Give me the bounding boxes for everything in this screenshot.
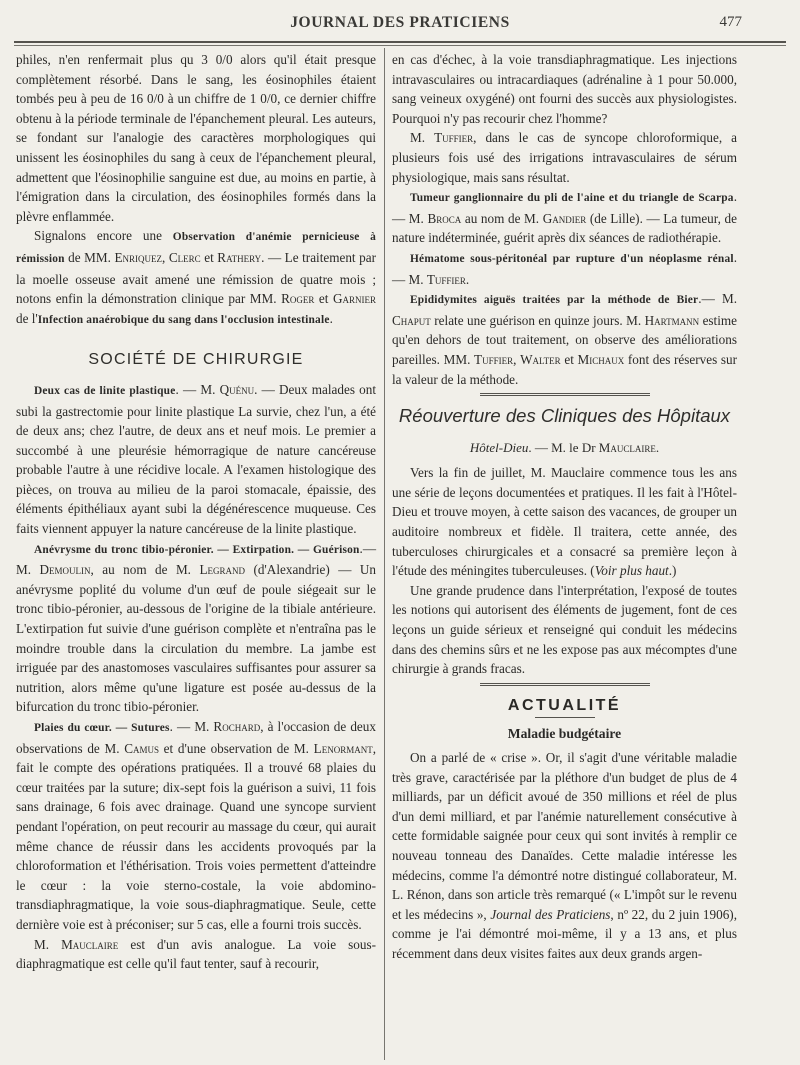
byline [392, 438, 737, 458]
author-name: Demoulin [39, 562, 91, 578]
text-run: font des réserves sur la valeur de la méthode. [392, 351, 738, 387]
text-run: M. [410, 130, 435, 146]
right-column [392, 50, 737, 964]
text-run: , fait le compte des opérations pratiquées. Il a trouvé 68 plaies du cœur traitées par la suture; dix-sept fois la guérison a suivi, 11 fois sans drainage, 6 fois avec drainage. Quand une syncope survient pendant l'opération, on peut recourir au massage du cœur, qui aurait même chance de réussir dans les accidents provoqués par la chloroformation et l'éthérisation. Trois voies permettent d'atteindre le cœur : la voie sterno-costale, la voie abdomino-transdiaphragmatique, la voie sous-diaphragmatique. Seule, cette dernière voie est à préconiser; sur 5 cas, elle a fourni trois succès. [16, 740, 376, 932]
separator-rule [480, 683, 650, 686]
author-name: Tuffier [434, 130, 474, 146]
run-in-heading: Epididymites aiguës traitées par la méthode de Bier [410, 294, 699, 307]
text-run: .—M. [16, 540, 376, 578]
text-run: , nº 22, du 2 juin 1906), comme je l'ai démontré moi-même, il y a 13 ans, et plus récemment dans deux visites faites aux deux grands argen- [392, 906, 737, 961]
plaies-coeur-paragraph [16, 717, 376, 935]
author-name: Lenormant [313, 740, 373, 756]
separator-rule [480, 393, 650, 396]
run-in-heading: Hématome sous-péritonéal par rupture d'un néoplasme rénal [410, 252, 734, 265]
author-name: Mauclaire [598, 439, 656, 455]
author-name: Garnier [332, 291, 376, 307]
author-name: Legrand [199, 562, 245, 578]
author-name: Hartmann [644, 312, 700, 328]
text-run: et [314, 291, 333, 307]
text-run: au nom de M. [461, 210, 543, 226]
actualite-title: ACTUALITÉ [507, 696, 622, 714]
text-run: et [200, 249, 218, 265]
cross-reference: Voir plus haut [594, 563, 669, 579]
text-run: estime qu'en dehors de tout traitement, on observe des améliorations pareilles. MM. [392, 312, 737, 367]
text-run: . — M. le Dr [528, 439, 599, 455]
tuffier-paragraph [392, 128, 737, 187]
anevrysme-paragraph [16, 539, 376, 717]
text-run: . — M. [392, 189, 737, 226]
run-in-heading: Plaies du cœur. — Sutures [34, 722, 170, 734]
text-run: , dans le cas de syncope chloroformique, a plusieurs fois usé des irrigations intravasculaires de sérum physiologique, mais sans résultat. [392, 130, 737, 185]
author-name: Chaput [392, 312, 431, 328]
anemia-paragraph [16, 226, 376, 330]
text-run: . [329, 310, 333, 326]
text-run: . — M. [175, 381, 220, 397]
continuation-paragraph: philes, n'en renfermait plus qu 3 0/0 alors qu'il était presque complètement résorbé. Dans le sang, les éosinophiles étaient tombés peu à peu de 16 0/0 à un chiffre de 1 0/0, ce dernier chiffre obtenu à la période terminale de l'épanchement pleural. Les auteurs, se fondant sur l'analogie des caractères morphologiques qui unissent les éosinophiles du sang à ceux de l'épanchement pleural, admettent que l'éosinophilie sanguine est due, au moins en partie, à l'émigration dans la circulation, des éosinophiles formés dans la plèvre enflammée. [16, 52, 376, 224]
clinics-paragraph-2: Une grande prudence dans l'interprétation, l'exposé de toutes les notions qui autorisent des éléments de jugement, font de ces leçons un guide sérieux et renseigné qui conduit les médecins dans des chemins sûrs et ne les expose pas aux mécomptes d'une chirurgie à grands fracas. [392, 582, 737, 677]
text-run: . — M. [169, 719, 214, 734]
text-run: relate une guérison en quinze jours. M. [430, 312, 645, 328]
text-run: Signalons encore une [34, 228, 173, 244]
author-name: Walter [520, 351, 561, 367]
text-run: . [465, 271, 470, 287]
left-column [16, 50, 376, 974]
author-name: Broca [427, 210, 462, 226]
text-run: .) [668, 563, 677, 579]
text-run: On a parlé de « crise ». Or, il s'agit d'une véritable maladie très grave, caractérisée par la pléthore d'un budget de plus de 4 milliards, par un déficit avoué de 350 millions et réel de plus d'un demi milliard, et par l'anémie naturellement consécutive à cette formidable saignée pour ceux qui sont invités à remplir ce nouveau tonneau des Danaïdes. Cette maladie intéresse les médecins, comme l'a démontré notre distingué collaborateur, M. L. Rénon, dans son article très remarqué (« L'impôt sur le revenu et les médecins », [392, 750, 737, 922]
text-run: est d'un avis analogue. La voie sous-diaphragmatique est celle qu'il faut tenter, sauf à recourir, [16, 936, 377, 972]
text-run: . — M. [392, 249, 737, 287]
mauclaire-paragraph [16, 935, 376, 974]
author-name: Gandier [542, 210, 587, 226]
run-in-heading: Tumeur ganglionnaire du pli de l'aine et du triangle de Scarpa [410, 192, 734, 205]
author-name: Enriquez [114, 249, 163, 265]
author-name: Clerc [168, 249, 201, 265]
epididymites-paragraph [392, 289, 737, 389]
text-run: (de Lille). — La tumeur, de nature indéterminée, guérit après dix séances de radiothérapie. [392, 210, 737, 246]
hematome-paragraph [392, 248, 737, 289]
journal-reference: Journal des Praticiens [490, 906, 611, 922]
text-run: Vers la fin de juillet, M. Mauclaire commence tous les ans une série de leçons documentées et pratiques. Il les fait à l'Hôtel-Dieu et trouve moyen, à cette saison des vacances, de grouper un auditoire nombreux et fidèle. Il traitera, cette année, des tuberculoses chirurgicales et a consacré sa première leçon à l'étude des méningites tuberculeuses. ( [392, 465, 737, 579]
author-name: Tuffier [474, 351, 514, 367]
ornament-rule [535, 717, 595, 718]
text-run: de l' [16, 310, 38, 326]
section-title: SOCIÉTÉ DE CHIRURGIE [88, 351, 304, 369]
text-run: . — Deux malades ont subi la gastrectomie pour linite plastique La survie, chez l'un, a été de deux ans; chez l'autre, de deux ans et neuf mois. Le premier a succombé à une pleurésie hémorragique de nature cancéreuse probable l'autre à une récidive locale. A l'examen histologique des pièces, on trouva au milieu de la paroi stomacale, épaissie, des éléments épithéliaux ayant subi la dégénérescence muqueuse. Ces faits viennent appuyer la nature cancéreuse de la linite plastique. [16, 381, 377, 537]
hospital-name: Hôtel-Dieu [469, 439, 529, 455]
article-subtitle: Maladie budgétaire [507, 726, 622, 742]
text-run: de MM. [64, 249, 115, 265]
clinics-paragraph-1 [392, 463, 737, 581]
run-in-heading: Observation d'anémie pernicieuse à rémission [16, 231, 376, 265]
run-in-heading: Deux cas de linite plastique [34, 384, 176, 397]
text-run: , [162, 249, 169, 265]
text-run: et d'une observation de M. [159, 740, 314, 756]
run-in-heading: Anévrysme du tronc tibio-péronier. — Extirpation. — Guérison [34, 543, 360, 556]
author-name: Tuffier [426, 271, 466, 287]
actualite-paragraph [392, 748, 737, 964]
page-number: 477 [719, 14, 742, 30]
author-name: Roger [281, 291, 315, 307]
author-name: Rochard [213, 719, 261, 734]
continuation-paragraph: en cas d'échec, à la voie transdiaphragmatique. Les injections intravasculaires ou intracardiaques (adrénaline à 1 pour 50.000, sang veineux oxygéné) ont fourni des succès aux physiologistes. Pourquoi n'y pas recourir chez l'homme? [392, 52, 737, 126]
text-run: . — Le traitement par la moelle osseuse avait amené une rémission de quatre mois ; notons enfin la démonstration clinique par MM. [16, 249, 376, 307]
linite-paragraph [16, 380, 376, 539]
running-header [0, 14, 800, 36]
text-run: et [560, 351, 578, 367]
text-run: .— M. [698, 291, 737, 307]
author-name: Rathery [217, 249, 262, 265]
author-name: Mauclaire [61, 936, 119, 952]
journal-title: JOURNAL DES PRATICIENS [290, 14, 510, 31]
tumeur-paragraph [392, 187, 737, 248]
author-name: Quénu [219, 381, 255, 397]
column-divider [384, 48, 385, 1060]
clinics-section-title: Réouverture des Cliniques des Hôpitaux [398, 405, 731, 427]
text-run: , [513, 351, 521, 367]
text-run: , à l'occasion de deux observations de M. [16, 719, 376, 756]
author-name: Michaux [577, 351, 625, 367]
header-rule [14, 41, 786, 43]
run-in-heading: Infection anaérobique du sang dans l'occlusion intestinale [37, 313, 330, 326]
author-name: Camus [124, 740, 159, 756]
text-run: M. [34, 936, 62, 952]
text-run: , au nom de M. [90, 562, 200, 578]
text-run: (d'Alexandrie) — Un anévrysme poplité du volume d'un œuf de poule siégeait sur le tronc tibio-péronier, au-dessous de l'origine de la tibiale antérieure. L'extirpation fut suivie d'une guérison complète et n'entraîna pas le moindre trouble dans la circulation du membre. La jambe est irriguée par des anastomoses vasculaires suffisantes pour assurer sa nutrition, alors même qu'une ligature est posée au-dessus de la bifurcation du tronc tibio-péronier. [16, 562, 376, 715]
header-rule-thin [14, 45, 786, 46]
text-run: . [655, 439, 660, 455]
